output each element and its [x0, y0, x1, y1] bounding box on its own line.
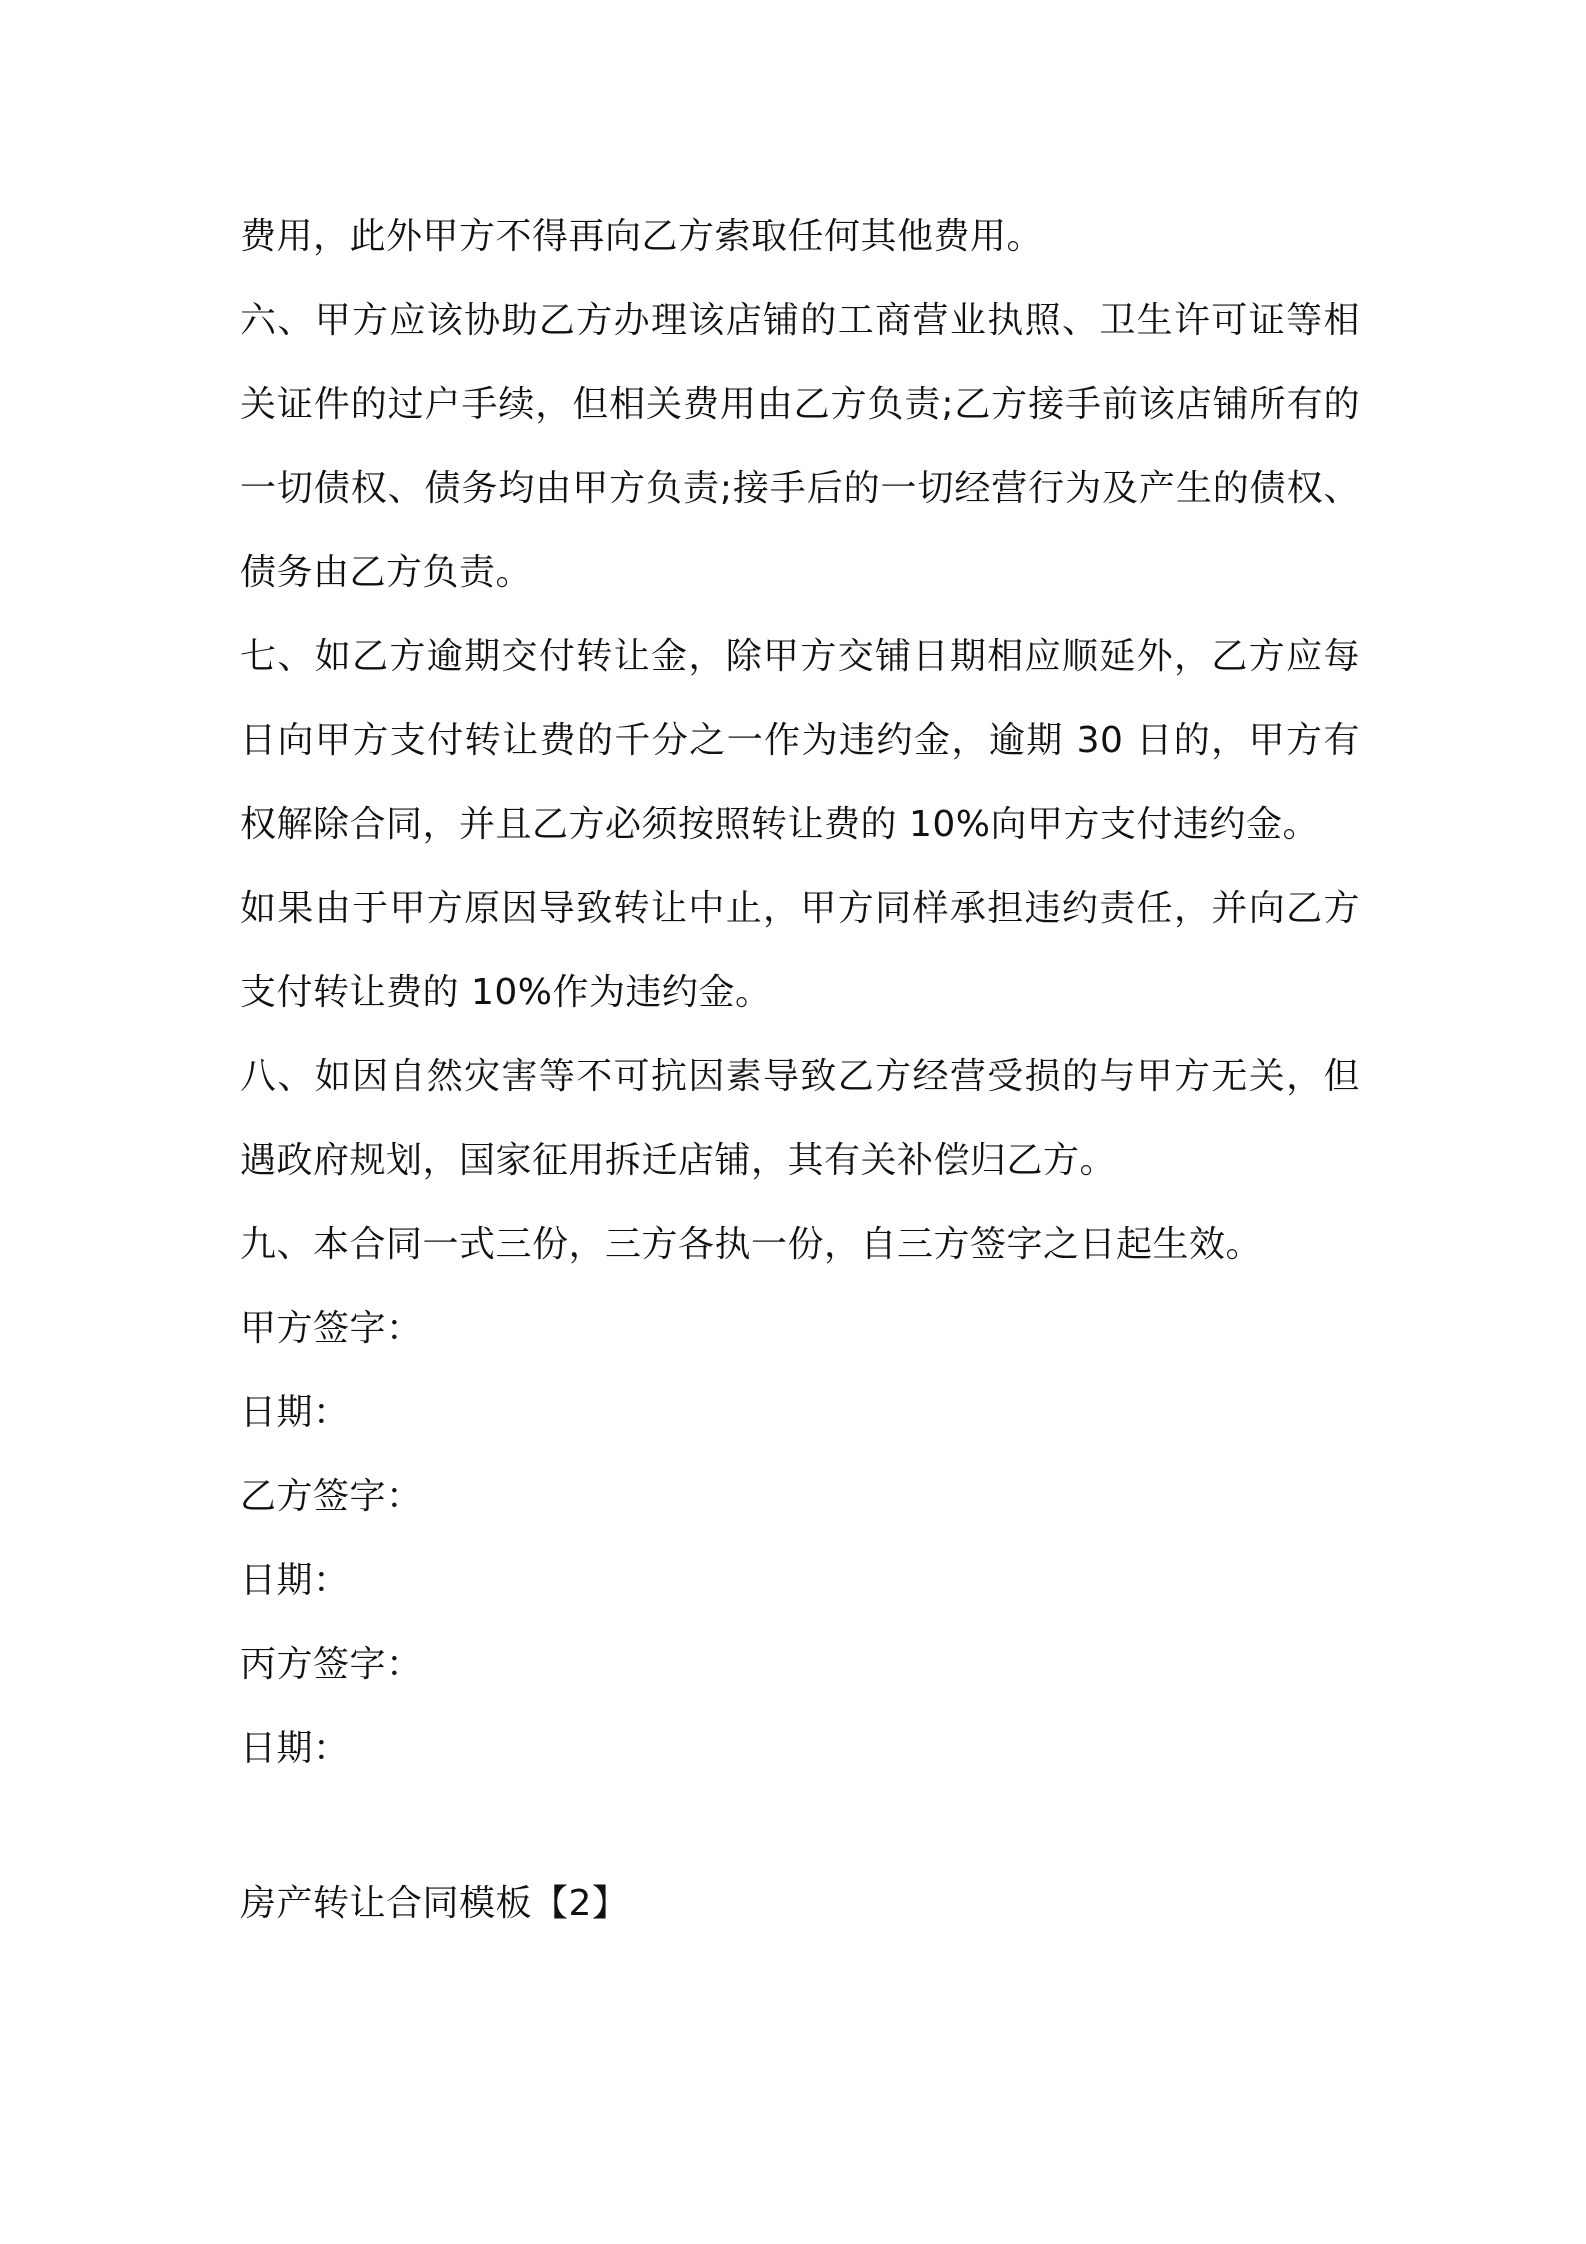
paragraph-clause-nine: 九、本合同一式三份，三方各执一份，自三方签字之日起生效。 — [240, 1224, 1263, 1265]
paragraph-breach-clause: 如果由于甲方原因导致转让中止，甲方同样承担违约责任，并向乙方支付转让费的 10%作为违约金。 — [240, 888, 1360, 1013]
paragraph-fee-clause: 费用，此外甲方不得再向乙方索取任何其他费用。 — [240, 216, 1044, 257]
next-section-heading: 房产转让合同模板【2】 — [240, 1883, 629, 1924]
contract-body — [240, 195, 1360, 1791]
paragraph-clause-seven: 七、如乙方逾期交付转让金，除甲方交铺日期相应顺延外，乙方应每日向甲方支付转让费的千分之一作为违约金，逾期 30 日的，甲方有权解除合同，并且乙方必须按照转让费的 10%向甲方支付违约金。 — [240, 636, 1360, 845]
paragraph-clause-six: 六、甲方应该协助乙方办理该店铺的工商营业执照、卫生许可证等相关证件的过户手续，但相关费用由乙方负责;乙方接手前该店铺所有的一切债权、债务均由甲方负责;接手后的一切经营行为及产生的债权、债务由乙方负责。 — [240, 300, 1360, 593]
party-a-signature-label: 甲方签字： — [240, 1308, 423, 1349]
party-a-date-label: 日期： — [240, 1392, 350, 1433]
party-b-signature-label: 乙方签字： — [240, 1476, 423, 1517]
party-c-signature-label: 丙方签字： — [240, 1644, 423, 1685]
party-b-date-label: 日期： — [240, 1560, 350, 1601]
paragraph-clause-eight: 八、如因自然灾害等不可抗因素导致乙方经营受损的与甲方无关，但遇政府规划，国家征用拆迁店铺，其有关补偿归乙方。 — [240, 1056, 1360, 1181]
party-c-date-label: 日期： — [240, 1728, 350, 1769]
